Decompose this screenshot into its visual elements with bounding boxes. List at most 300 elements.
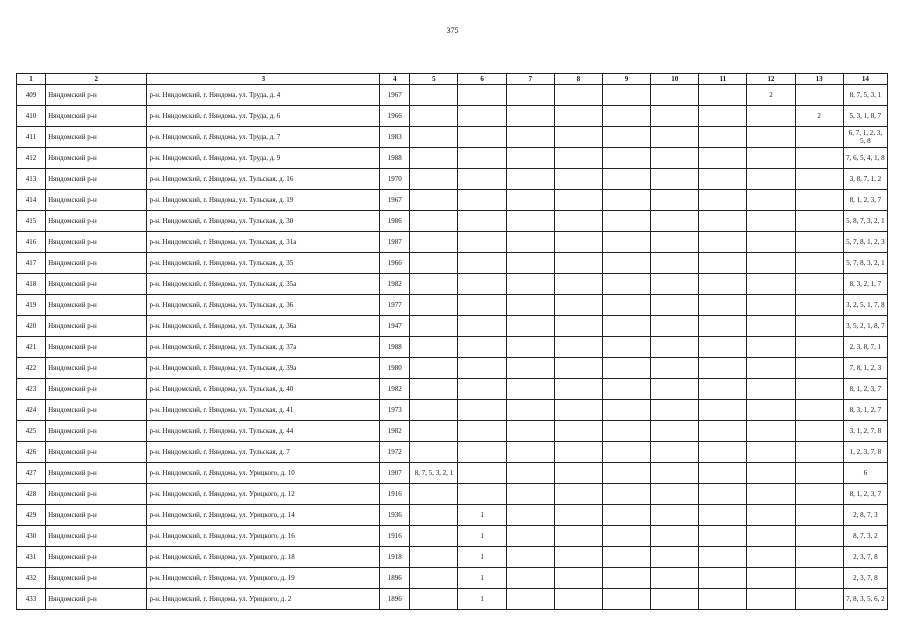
column-7-cell — [506, 148, 554, 169]
column-11-cell — [699, 421, 747, 442]
column-6-cell — [458, 274, 506, 295]
column-6-cell: 1 — [458, 568, 506, 589]
column-13-cell — [795, 316, 843, 337]
column-5-cell — [410, 400, 458, 421]
column-13-cell — [795, 337, 843, 358]
column-6-cell: 1 — [458, 505, 506, 526]
column-6-cell — [458, 337, 506, 358]
column-7-cell — [506, 253, 554, 274]
column-12-cell — [747, 568, 795, 589]
row-number-cell: 418 — [17, 274, 46, 295]
column-7-cell — [506, 85, 554, 106]
column-9-cell — [602, 169, 650, 190]
column-13-cell — [795, 547, 843, 568]
column-6-cell — [458, 295, 506, 316]
column-11-cell — [699, 106, 747, 127]
column-9-cell — [602, 316, 650, 337]
row-number-cell: 420 — [17, 316, 46, 337]
table-row — [17, 169, 888, 190]
column-6-cell — [458, 148, 506, 169]
column-8-cell — [554, 106, 602, 127]
district-cell: Няндомский р-н — [46, 526, 147, 547]
registry-table — [16, 73, 888, 610]
district-cell: Няндомский р-н — [46, 127, 147, 148]
column-14-cell: 3, 1, 2, 7, 8 — [843, 421, 887, 442]
column-8-cell — [554, 232, 602, 253]
address-cell: р-н. Няндомский, г. Няндома, ул. Тульская, д. 19 — [147, 190, 380, 211]
district-cell: Няндомский р-н — [46, 358, 147, 379]
column-12-cell — [747, 400, 795, 421]
column-5-cell — [410, 421, 458, 442]
column-11-cell — [699, 568, 747, 589]
column-10-cell — [651, 169, 699, 190]
column-5-cell — [410, 589, 458, 610]
district-cell: Няндомский р-н — [46, 232, 147, 253]
column-5-cell — [410, 232, 458, 253]
column-14-cell: 8, 7, 3, 2 — [843, 526, 887, 547]
year-cell: 1936 — [380, 505, 410, 526]
column-11-cell — [699, 442, 747, 463]
column-10-cell — [651, 379, 699, 400]
column-header-12: 12 — [747, 74, 795, 85]
column-8-cell — [554, 127, 602, 148]
column-7-cell — [506, 232, 554, 253]
column-10-cell — [651, 232, 699, 253]
column-12-cell: 2 — [747, 85, 795, 106]
table-row — [17, 442, 888, 463]
column-11-cell — [699, 505, 747, 526]
year-cell: 1916 — [380, 526, 410, 547]
column-9-cell — [602, 232, 650, 253]
column-13-cell — [795, 400, 843, 421]
column-10-cell — [651, 316, 699, 337]
column-12-cell — [747, 127, 795, 148]
district-cell: Няндомский р-н — [46, 442, 147, 463]
column-8-cell — [554, 169, 602, 190]
column-10-cell — [651, 127, 699, 148]
district-cell: Няндомский р-н — [46, 421, 147, 442]
column-5-cell — [410, 85, 458, 106]
column-9-cell — [602, 421, 650, 442]
column-12-cell — [747, 358, 795, 379]
row-number-cell: 433 — [17, 589, 46, 610]
column-10-cell — [651, 337, 699, 358]
table-row — [17, 106, 888, 127]
column-5-cell — [410, 127, 458, 148]
column-14-cell: 3, 8, 7, 1, 2 — [843, 169, 887, 190]
column-11-cell — [699, 463, 747, 484]
column-13-cell — [795, 127, 843, 148]
row-number-cell: 423 — [17, 379, 46, 400]
column-14-cell: 8, 3, 2, 1, 7 — [843, 274, 887, 295]
column-7-cell — [506, 106, 554, 127]
row-number-cell: 410 — [17, 106, 46, 127]
column-header-3: 3 — [147, 74, 380, 85]
column-5-cell — [410, 379, 458, 400]
column-10-cell — [651, 547, 699, 568]
address-cell: р-н. Няндомский, г. Няндома, ул. Труда, д. 6 — [147, 106, 380, 127]
column-14-cell: 3, 2, 5, 1, 7, 8 — [843, 295, 887, 316]
table-row — [17, 316, 888, 337]
district-cell: Няндомский р-н — [46, 148, 147, 169]
column-header-9: 9 — [602, 74, 650, 85]
district-cell: Няндомский р-н — [46, 568, 147, 589]
row-number-cell: 422 — [17, 358, 46, 379]
column-5-cell — [410, 484, 458, 505]
column-9-cell — [602, 505, 650, 526]
table-row — [17, 547, 888, 568]
column-11-cell — [699, 127, 747, 148]
column-7-cell — [506, 274, 554, 295]
row-number-cell: 432 — [17, 568, 46, 589]
column-14-cell: 3, 5, 2, 1, 8, 7 — [843, 316, 887, 337]
column-7-cell — [506, 295, 554, 316]
column-13-cell: 2 — [795, 106, 843, 127]
year-cell: 1918 — [380, 547, 410, 568]
column-header-13: 13 — [795, 74, 843, 85]
column-9-cell — [602, 211, 650, 232]
year-cell: 1970 — [380, 169, 410, 190]
column-header-7: 7 — [506, 74, 554, 85]
table-row — [17, 463, 888, 484]
row-number-cell: 430 — [17, 526, 46, 547]
column-13-cell — [795, 358, 843, 379]
column-12-cell — [747, 589, 795, 610]
column-8-cell — [554, 547, 602, 568]
year-cell: 1896 — [380, 589, 410, 610]
column-13-cell — [795, 379, 843, 400]
column-11-cell — [699, 295, 747, 316]
column-8-cell — [554, 568, 602, 589]
column-14-cell: 8, 1, 2, 3, 7 — [843, 379, 887, 400]
table-row — [17, 505, 888, 526]
column-header-6: 6 — [458, 74, 506, 85]
page-number: 375 — [446, 26, 459, 35]
year-cell: 1907 — [380, 463, 410, 484]
column-12-cell — [747, 211, 795, 232]
column-5-cell — [410, 358, 458, 379]
district-cell: Няндомский р-н — [46, 379, 147, 400]
row-number-cell: 417 — [17, 253, 46, 274]
column-6-cell — [458, 127, 506, 148]
column-8-cell — [554, 295, 602, 316]
column-13-cell — [795, 190, 843, 211]
column-header-1: 1 — [17, 74, 46, 85]
column-14-cell: 7, 8, 3, 5, 6, 2 — [843, 589, 887, 610]
district-cell: Няндомский р-н — [46, 316, 147, 337]
column-9-cell — [602, 274, 650, 295]
year-cell: 1988 — [380, 148, 410, 169]
address-cell: р-н. Няндомский, г. Няндома, ул. Тульская, д. 7 — [147, 442, 380, 463]
year-cell: 1987 — [380, 232, 410, 253]
column-5-cell — [410, 442, 458, 463]
column-14-cell: 5, 3, 1, 8, 7 — [843, 106, 887, 127]
district-cell: Няндомский р-н — [46, 589, 147, 610]
column-5-cell — [410, 316, 458, 337]
row-number-cell: 431 — [17, 547, 46, 568]
column-10-cell — [651, 484, 699, 505]
address-cell: р-н. Няндомский, г. Няндома, ул. Тульская, д. 44 — [147, 421, 380, 442]
year-cell: 1896 — [380, 568, 410, 589]
address-cell: р-н. Няндомский, г. Няндома, ул. Урицкого, д. 18 — [147, 547, 380, 568]
column-12-cell — [747, 232, 795, 253]
column-10-cell — [651, 148, 699, 169]
table-row — [17, 421, 888, 442]
column-7-cell — [506, 505, 554, 526]
column-7-cell — [506, 547, 554, 568]
address-cell: р-н. Няндомский, г. Няндома, ул. Тульская, д. 36а — [147, 316, 380, 337]
address-cell: р-н. Няндомский, г. Няндома, ул. Тульская, д. 30 — [147, 211, 380, 232]
column-6-cell — [458, 85, 506, 106]
column-5-cell — [410, 547, 458, 568]
column-13-cell — [795, 211, 843, 232]
year-cell: 1986 — [380, 211, 410, 232]
district-cell: Няндомский р-н — [46, 484, 147, 505]
column-6-cell — [458, 421, 506, 442]
column-header-10: 10 — [651, 74, 699, 85]
column-5-cell — [410, 505, 458, 526]
year-cell: 1972 — [380, 442, 410, 463]
column-14-cell: 8, 3, 1, 2, 7 — [843, 400, 887, 421]
column-13-cell — [795, 568, 843, 589]
column-9-cell — [602, 358, 650, 379]
column-8-cell — [554, 253, 602, 274]
year-cell: 1983 — [380, 127, 410, 148]
district-cell: Няндомский р-н — [46, 337, 147, 358]
column-12-cell — [747, 190, 795, 211]
year-cell: 1916 — [380, 484, 410, 505]
row-number-cell: 426 — [17, 442, 46, 463]
column-12-cell — [747, 505, 795, 526]
column-6-cell — [458, 442, 506, 463]
column-11-cell — [699, 379, 747, 400]
column-11-cell — [699, 484, 747, 505]
column-7-cell — [506, 337, 554, 358]
column-5-cell — [410, 169, 458, 190]
column-11-cell — [699, 358, 747, 379]
column-8-cell — [554, 463, 602, 484]
address-cell: р-н. Няндомский, г. Няндома, ул. Урицкого, д. 12 — [147, 484, 380, 505]
row-number-cell: 413 — [17, 169, 46, 190]
column-7-cell — [506, 190, 554, 211]
address-cell: р-н. Няндомский, г. Няндома, ул. Урицкого, д. 19 — [147, 568, 380, 589]
table-body — [17, 85, 888, 610]
column-12-cell — [747, 484, 795, 505]
column-6-cell — [458, 316, 506, 337]
year-cell: 1980 — [380, 358, 410, 379]
address-cell: р-н. Няндомский, г. Няндома, ул. Тульская, д. 35а — [147, 274, 380, 295]
column-7-cell — [506, 169, 554, 190]
column-11-cell — [699, 232, 747, 253]
column-13-cell — [795, 463, 843, 484]
column-8-cell — [554, 421, 602, 442]
column-6-cell — [458, 484, 506, 505]
district-cell: Няндомский р-н — [46, 547, 147, 568]
column-10-cell — [651, 442, 699, 463]
district-cell: Няндомский р-н — [46, 190, 147, 211]
column-9-cell — [602, 85, 650, 106]
column-8-cell — [554, 148, 602, 169]
column-9-cell — [602, 568, 650, 589]
column-10-cell — [651, 421, 699, 442]
column-9-cell — [602, 484, 650, 505]
table-row — [17, 232, 888, 253]
column-6-cell — [458, 232, 506, 253]
district-cell: Няндомский р-н — [46, 106, 147, 127]
column-10-cell — [651, 400, 699, 421]
district-cell: Няндомский р-н — [46, 253, 147, 274]
row-number-cell: 429 — [17, 505, 46, 526]
column-11-cell — [699, 589, 747, 610]
column-13-cell — [795, 484, 843, 505]
column-14-cell: 8, 1, 2, 3, 7 — [843, 484, 887, 505]
column-9-cell — [602, 295, 650, 316]
column-5-cell — [410, 190, 458, 211]
column-14-cell: 6 — [843, 463, 887, 484]
column-12-cell — [747, 463, 795, 484]
district-cell: Няндомский р-н — [46, 211, 147, 232]
column-11-cell — [699, 148, 747, 169]
column-5-cell — [410, 253, 458, 274]
column-11-cell — [699, 526, 747, 547]
column-8-cell — [554, 442, 602, 463]
column-10-cell — [651, 85, 699, 106]
column-9-cell — [602, 463, 650, 484]
column-12-cell — [747, 547, 795, 568]
row-number-cell: 411 — [17, 127, 46, 148]
column-10-cell — [651, 463, 699, 484]
column-12-cell — [747, 253, 795, 274]
table-row — [17, 484, 888, 505]
column-header-4: 4 — [380, 74, 410, 85]
column-8-cell — [554, 358, 602, 379]
column-9-cell — [602, 526, 650, 547]
table-row — [17, 337, 888, 358]
row-number-cell: 414 — [17, 190, 46, 211]
column-10-cell — [651, 505, 699, 526]
column-10-cell — [651, 568, 699, 589]
column-10-cell — [651, 211, 699, 232]
column-6-cell — [458, 358, 506, 379]
column-8-cell — [554, 484, 602, 505]
column-7-cell — [506, 463, 554, 484]
column-7-cell — [506, 358, 554, 379]
address-cell: р-н. Няндомский, г. Няндома, ул. Урицкого, д. 10 — [147, 463, 380, 484]
column-5-cell — [410, 295, 458, 316]
column-9-cell — [602, 337, 650, 358]
district-cell: Няндомский р-н — [46, 505, 147, 526]
row-number-cell: 427 — [17, 463, 46, 484]
year-cell: 1988 — [380, 337, 410, 358]
column-5-cell — [410, 106, 458, 127]
district-cell: Няндомский р-н — [46, 400, 147, 421]
column-9-cell — [602, 400, 650, 421]
column-14-cell: 5, 7, 8, 1, 2, 3 — [843, 232, 887, 253]
column-11-cell — [699, 274, 747, 295]
column-14-cell: 1, 2, 3, 7, 8 — [843, 442, 887, 463]
row-number-cell: 424 — [17, 400, 46, 421]
row-number-cell: 415 — [17, 211, 46, 232]
column-7-cell — [506, 442, 554, 463]
column-6-cell — [458, 379, 506, 400]
district-cell: Няндомский р-н — [46, 463, 147, 484]
column-12-cell — [747, 295, 795, 316]
column-10-cell — [651, 526, 699, 547]
row-number-cell: 412 — [17, 148, 46, 169]
column-12-cell — [747, 421, 795, 442]
column-6-cell — [458, 253, 506, 274]
column-9-cell — [602, 127, 650, 148]
table-row — [17, 379, 888, 400]
row-number-cell: 425 — [17, 421, 46, 442]
column-8-cell — [554, 211, 602, 232]
column-12-cell — [747, 148, 795, 169]
column-11-cell — [699, 169, 747, 190]
column-8-cell — [554, 337, 602, 358]
column-14-cell: 8, 7, 5, 3, 1 — [843, 85, 887, 106]
column-header-11: 11 — [699, 74, 747, 85]
address-cell: р-н. Няндомский, г. Няндома, ул. Тульская, д. 31а — [147, 232, 380, 253]
address-cell: р-н. Няндомский, г. Няндома, ул. Труда, д. 4 — [147, 85, 380, 106]
column-6-cell — [458, 190, 506, 211]
column-10-cell — [651, 358, 699, 379]
row-number-cell: 419 — [17, 295, 46, 316]
column-8-cell — [554, 379, 602, 400]
column-header-5: 5 — [410, 74, 458, 85]
column-13-cell — [795, 274, 843, 295]
column-7-cell — [506, 379, 554, 400]
column-8-cell — [554, 85, 602, 106]
column-11-cell — [699, 190, 747, 211]
column-13-cell — [795, 148, 843, 169]
row-number-cell: 409 — [17, 85, 46, 106]
column-7-cell — [506, 127, 554, 148]
district-cell: Няндомский р-н — [46, 85, 147, 106]
table-row — [17, 400, 888, 421]
column-9-cell — [602, 589, 650, 610]
column-9-cell — [602, 379, 650, 400]
column-10-cell — [651, 274, 699, 295]
column-12-cell — [747, 379, 795, 400]
column-13-cell — [795, 253, 843, 274]
column-9-cell — [602, 190, 650, 211]
column-14-cell: 8, 1, 2, 3, 7 — [843, 190, 887, 211]
column-14-cell: 5, 8, 7, 3, 2, 1 — [843, 211, 887, 232]
column-6-cell: 1 — [458, 526, 506, 547]
column-8-cell — [554, 526, 602, 547]
column-11-cell — [699, 400, 747, 421]
column-7-cell — [506, 568, 554, 589]
year-cell: 1977 — [380, 295, 410, 316]
table-row — [17, 253, 888, 274]
district-cell: Няндомский р-н — [46, 295, 147, 316]
column-12-cell — [747, 169, 795, 190]
year-cell: 1973 — [380, 400, 410, 421]
column-9-cell — [602, 106, 650, 127]
column-header-14: 14 — [843, 74, 887, 85]
year-cell: 1966 — [380, 106, 410, 127]
column-5-cell — [410, 568, 458, 589]
column-9-cell — [602, 547, 650, 568]
year-cell: 1967 — [380, 85, 410, 106]
column-6-cell — [458, 106, 506, 127]
column-6-cell — [458, 169, 506, 190]
column-8-cell — [554, 505, 602, 526]
column-8-cell — [554, 316, 602, 337]
year-cell: 1967 — [380, 190, 410, 211]
column-8-cell — [554, 274, 602, 295]
column-13-cell — [795, 85, 843, 106]
